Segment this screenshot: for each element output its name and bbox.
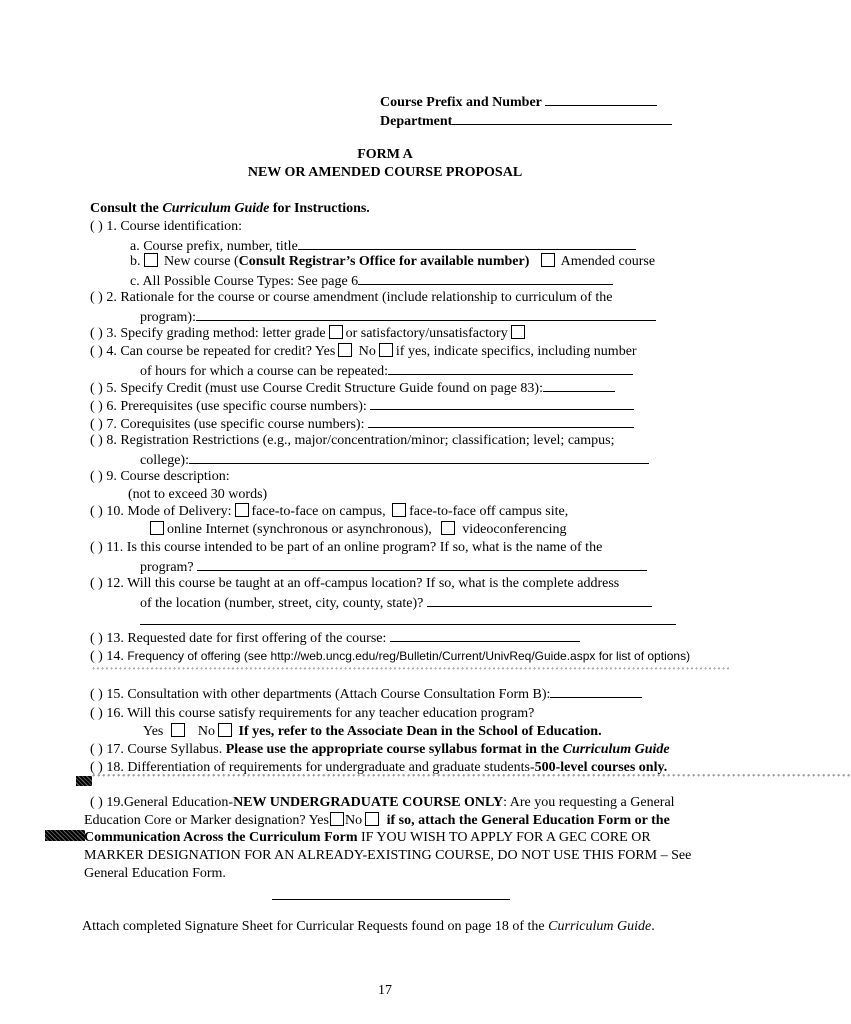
scan-artifact-2: ﾞﾞﾞﾞﾞﾞﾞﾞﾞﾞﾞﾞﾞﾞﾞﾞﾞﾞﾞﾞﾞﾞﾞﾞﾞﾞﾞﾞﾞﾞﾞﾞﾞﾞﾞﾞﾞﾞﾞﾞﾞﾞﾞﾞﾞﾞﾞﾞﾞﾞﾞﾞﾞﾞﾞﾞﾞﾞﾞﾞﾞﾞﾞﾞﾞﾞﾞﾞﾞﾞﾞﾞﾞﾞﾞﾞﾞﾞﾞﾞﾞﾞﾞﾞﾞﾞﾞﾞﾞﾞﾞﾞﾞﾞﾞﾞﾞﾞﾞﾞﾞﾞﾞﾞﾞﾞﾞﾞﾞﾞﾞﾞﾞﾞﾞﾞﾞﾞﾞﾞﾞﾞﾞﾞﾞﾞﾞﾞﾞﾞﾞﾞﾞﾞﾞﾞﾞﾞﾞﾞﾞﾞﾞﾞﾞﾞﾞﾞﾞﾞﾞﾞ bbox=[92, 775, 851, 786]
item-14: ( ) 14. Frequency of offering (see http://web.uncg.edu/reg/Bulletin/Current/UnivReq/Guide.aspx for list of options) bbox=[90, 649, 691, 664]
item-9: ( ) 9. Course description: bbox=[90, 469, 230, 484]
item-10: ( ) 10. Mode of Delivery: face-to-face on campus, face-to-face off campus site, bbox=[90, 504, 569, 519]
item-11b: program? bbox=[140, 557, 647, 576]
signature-divider bbox=[272, 899, 510, 900]
item-12b: of the location (number, street, city, county, state)? bbox=[140, 593, 652, 612]
item-12: ( ) 12. Will this course be taught at an off-campus location? If so, what is the complete address bbox=[90, 576, 620, 591]
new-course-checkbox[interactable] bbox=[144, 253, 158, 267]
item-19d: MARKER DESIGNATION FOR AN ALREADY-EXISTING COURSE, DO NOT USE THIS FORM – See bbox=[84, 848, 692, 863]
item-19: ( ) 19.General Education-NEW UNDERGRADUATE COURSE ONLY: Are you requesting a General bbox=[90, 795, 675, 810]
scan-blot-2 bbox=[45, 830, 85, 841]
department-field[interactable] bbox=[452, 111, 672, 125]
restrictions-field[interactable] bbox=[189, 450, 649, 464]
corequisites-field[interactable] bbox=[368, 414, 634, 428]
item-4b: of hours for which a course can be repeated: bbox=[140, 361, 633, 380]
item-16b: Yes No If yes, refer to the Associate Dean in the School of Education. bbox=[143, 724, 602, 739]
attach-note: Attach completed Signature Sheet for Curricular Requests found on page 18 of the Curriculum Guide. bbox=[82, 919, 655, 934]
item-6: ( ) 6. Prerequisites (use specific course numbers): bbox=[90, 396, 634, 415]
gec-no-checkbox[interactable] bbox=[365, 812, 379, 826]
item-17: ( ) 17. Course Syllabus. Please use the appropriate course syllabus format in the Curriculum Guide bbox=[90, 742, 670, 757]
satisfactory-checkbox[interactable] bbox=[511, 325, 525, 339]
item-2: ( ) 2. Rationale for the course or course amendment (include relationship to curriculum of the bbox=[90, 290, 613, 305]
repeat-no-checkbox[interactable] bbox=[379, 343, 393, 357]
item-16: ( ) 16. Will this course satisfy requirements for any teacher education program? bbox=[90, 706, 535, 721]
item-1: ( ) 1. Course identification: bbox=[90, 219, 243, 234]
rationale-field[interactable] bbox=[196, 307, 656, 321]
form-subtitle: NEW OR AMENDED COURSE PROPOSAL bbox=[247, 165, 523, 180]
video-checkbox[interactable] bbox=[441, 521, 455, 535]
consult-instructions: Consult the Curriculum Guide for Instructions. bbox=[90, 201, 370, 216]
teacher-no-checkbox[interactable] bbox=[218, 723, 232, 737]
item-10b: online Internet (synchronous or asynchronous), videoconferencing bbox=[147, 521, 566, 538]
f2f-campus-checkbox[interactable] bbox=[235, 503, 249, 517]
item-3: ( ) 3. Specify grading method: letter grade or satisfactory/unsatisfactory bbox=[90, 325, 528, 342]
repeat-hours-field[interactable] bbox=[388, 361, 633, 375]
course-title-field[interactable] bbox=[298, 236, 636, 250]
item-9b: (not to exceed 30 words) bbox=[128, 487, 268, 502]
item-19c: Communication Across the Curriculum Form IF YOU WISH TO APPLY FOR A GEC CORE OR bbox=[84, 830, 651, 845]
amended-course-checkbox[interactable] bbox=[541, 253, 555, 267]
item-2b: program): bbox=[140, 307, 656, 326]
location-field[interactable] bbox=[427, 593, 652, 607]
item-8: ( ) 8. Registration Restrictions (e.g., major/concentration/minor; classification; level; campus; bbox=[90, 433, 615, 448]
item-15: ( ) 15. Consultation with other departments (Attach Course Consultation Form B): bbox=[90, 684, 642, 703]
department-label: Department bbox=[380, 114, 453, 129]
item-1a: a. Course prefix, number, title bbox=[130, 236, 636, 255]
course-types-field[interactable] bbox=[358, 271, 613, 285]
item-1c: c. All Possible Course Types: See page 6 bbox=[130, 271, 613, 290]
item-7: ( ) 7. Corequisites (use specific course numbers): bbox=[90, 414, 634, 433]
first-offering-field[interactable] bbox=[390, 628, 580, 642]
repeat-yes-checkbox[interactable] bbox=[338, 343, 352, 357]
scan-blot bbox=[76, 776, 92, 786]
page-number: 17 bbox=[378, 983, 392, 998]
item-18: ( ) 18. Differentiation of requirements for undergraduate and graduate students-500-level courses only. bbox=[90, 760, 668, 775]
course-prefix-label: Course Prefix and Number bbox=[380, 95, 542, 110]
item-19b: Education Core or Marker designation? Yes No if so, attach the General Education Form or the bbox=[84, 813, 670, 828]
form-title: FORM A bbox=[357, 147, 413, 162]
item-13: ( ) 13. Requested date for first offering of the course: bbox=[90, 628, 580, 647]
location-field-2[interactable] bbox=[140, 611, 676, 625]
course-prefix-field[interactable] bbox=[545, 92, 657, 106]
item-8b: college): bbox=[140, 450, 649, 469]
prerequisites-field[interactable] bbox=[370, 396, 634, 410]
program-name-field[interactable] bbox=[197, 557, 647, 571]
item-19e: General Education Form. bbox=[84, 866, 226, 881]
gec-yes-checkbox[interactable] bbox=[330, 812, 344, 826]
teacher-yes-checkbox[interactable] bbox=[171, 723, 185, 737]
letter-grade-checkbox[interactable] bbox=[329, 325, 343, 339]
credit-field[interactable] bbox=[543, 378, 615, 392]
item-5: ( ) 5. Specify Credit (must use Course Credit Structure Guide found on page 83): bbox=[90, 378, 615, 397]
item-1b: b. New course (Consult Registrar’s Office for available number) Amended course bbox=[130, 254, 656, 269]
item-11: ( ) 11. Is this course intended to be part of an online program? If so, what is the name of the bbox=[90, 540, 603, 555]
consultation-field[interactable] bbox=[550, 684, 642, 698]
f2f-offcampus-checkbox[interactable] bbox=[392, 503, 406, 517]
department-line bbox=[380, 111, 672, 130]
course-prefix-line bbox=[380, 92, 657, 111]
scan-artifact: ﾞﾞﾞﾞﾞﾞﾞﾞﾞﾞﾞﾞﾞﾞﾞﾞﾞﾞﾞﾞﾞﾞﾞﾞﾞﾞﾞﾞﾞﾞﾞﾞﾞﾞﾞﾞﾞﾞﾞﾞﾞﾞﾞﾞﾞﾞﾞﾞﾞﾞﾞﾞﾞﾞﾞﾞﾞﾞﾞﾞﾞﾞﾞﾞﾞﾞﾞﾞﾞﾞﾞﾞﾞﾞﾞﾞﾞﾞﾞﾞﾞﾞﾞﾞﾞﾞﾞﾞﾞﾞﾞﾞﾞﾞﾞﾞﾞﾞﾞﾞﾞﾞﾞﾞﾞﾞﾞﾞﾞﾞﾞﾞﾞﾞﾞﾞﾞﾞﾞﾞﾞﾞﾞﾞﾞﾞﾞﾞﾞﾞﾞﾞﾞﾞﾞﾞﾞﾞﾞﾞﾞﾞ bbox=[92, 668, 731, 678]
online-checkbox[interactable] bbox=[150, 521, 164, 535]
item-4: ( ) 4. Can course be repeated for credit? Yes No if yes, indicate specifics, including number bbox=[90, 344, 637, 359]
